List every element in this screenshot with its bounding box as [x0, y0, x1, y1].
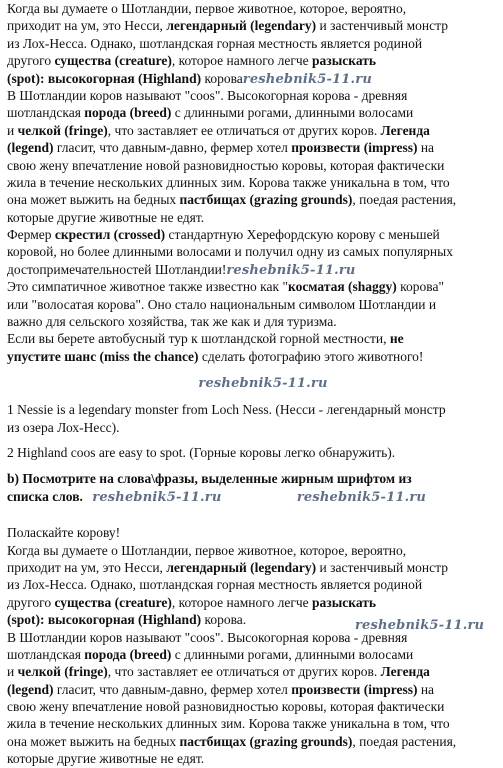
watermark-line	[7, 365, 499, 395]
watermark: reshebnik5-11.ru	[198, 376, 328, 392]
text-run: сделать фотографию этого животного!	[198, 348, 424, 364]
text-run: достопримечательностей Шотландии!	[7, 261, 227, 277]
bold-term: существа (creature)	[54, 594, 172, 610]
bold-term: произвести (impress)	[291, 681, 418, 697]
watermark: reshebnik5-11.ru	[355, 618, 485, 634]
text-run: и застенчивый монстр	[316, 18, 448, 34]
text-run: В Шотландии коров называют "coos". Высокогорная корова - древняя	[7, 87, 408, 103]
text-run: стандартную Херефордскую корову с меньшей	[165, 227, 440, 243]
text-run: корова	[201, 70, 243, 86]
text-line	[7, 330, 499, 347]
text-line	[7, 313, 499, 330]
text-line	[7, 17, 499, 34]
text-run: коровой, но более длинными волосами и получил одну из самых популярных	[7, 244, 453, 260]
text-run: , что заставляет ее отличаться от других коров.	[107, 664, 381, 680]
text-line	[7, 629, 499, 646]
text-line	[7, 87, 499, 104]
text-line	[7, 243, 499, 260]
text-run: Когда вы думаете о Шотландии, первое животное, которое, вероятно,	[7, 1, 407, 16]
bold-term: пастбищах (grazing grounds)	[179, 733, 353, 749]
text-line	[7, 191, 499, 208]
text-run: свою жену впечатление новой разновидностью коровы, которая фактически	[7, 157, 445, 173]
text-run: важно для сельского хозяйства, так же как и для туризма.	[7, 314, 337, 330]
text-run: она может выжить на бедных	[7, 192, 180, 208]
bold-term: (spot): высокогорная (Highland)	[7, 612, 202, 628]
task-heading: b) Посмотрите на слова\фразы, выделенные жирным шрифтом из	[7, 471, 412, 487]
text-run: , что заставляет ее отличаться от других коров.	[107, 122, 381, 138]
text-line	[7, 122, 499, 139]
text-line	[7, 52, 499, 69]
text-line	[7, 611, 499, 634]
text-run: свою жену впечатление новой разновидностью коровы, которая фактически	[7, 699, 445, 715]
text-run: Это симпатичное животное также известно как "	[7, 279, 288, 295]
text-run: шотландская	[7, 646, 85, 662]
text-line	[7, 733, 499, 750]
text-line	[7, 278, 499, 295]
text-line	[7, 35, 499, 52]
text-run: на	[417, 140, 435, 156]
text-run: корова"	[396, 279, 444, 295]
text-run: и	[7, 122, 18, 138]
text-run: на	[417, 681, 435, 697]
text-run: шотландская	[7, 105, 85, 121]
text-run: гласит, что давным-давно, фермер хотел	[53, 140, 292, 156]
text-run: с длинными рогами, длинными волосами	[171, 105, 414, 121]
bold-term: порода (breed)	[84, 105, 172, 121]
text-line	[7, 261, 499, 278]
text-line	[7, 750, 499, 767]
bold-term: скрестил (crossed)	[54, 227, 166, 243]
bold-term: существа (creature)	[54, 53, 172, 69]
text-run: из Лох-Несса. Однако, шотландская горная местность является родиной	[7, 35, 423, 51]
watermark: reshebnik5-11.ru	[296, 489, 427, 505]
bold-term: челкой (fringe)	[17, 664, 108, 680]
text-run: , поедая растения,	[352, 733, 457, 749]
bold-term: не	[389, 331, 404, 347]
text-run: , которое намного легче	[171, 594, 313, 610]
bold-term: (legend)	[7, 681, 54, 697]
bold-term: разыскать	[312, 594, 376, 610]
story-text	[7, 0, 499, 365]
example-2: 2 Highland coos are easy to spot. (Горные коровы легко обнаружить).	[7, 444, 396, 460]
bold-term: пастбищах (grazing grounds)	[179, 192, 353, 208]
bold-term: (legend)	[7, 140, 54, 156]
text-line	[7, 174, 499, 191]
bold-term: легендарный (legendary)	[166, 18, 317, 34]
text-run: В Шотландии коров называют "coos". Высокогорная корова - древняя	[7, 629, 408, 645]
text-line	[7, 139, 499, 156]
text-line	[7, 698, 499, 715]
bold-term: произвести (impress)	[291, 140, 418, 156]
bold-term: порода (breed)	[84, 646, 172, 662]
text-run: и	[7, 664, 18, 680]
text-run: жила в течение нескольких длинных зим. Корова также уникальна в том, что	[7, 174, 450, 190]
story2-text	[7, 542, 499, 768]
text-run: которые другие животные не едят.	[7, 751, 205, 767]
bold-term: упустите шанс (miss the chance)	[7, 348, 199, 364]
text-line	[7, 209, 499, 226]
text-run: из Лох-Несса. Однако, шотландская горная местность является родиной	[7, 577, 423, 593]
text-line	[7, 663, 499, 680]
bold-term: Легенда	[380, 122, 430, 138]
text-run: и застенчивый монстр	[316, 559, 448, 575]
text-run: другого	[7, 53, 55, 69]
watermark: reshebnik5-11.ru	[226, 262, 356, 278]
text-run: или "волосатая корова". Оно стало национальным символом Шотландии и	[7, 296, 437, 312]
document-page	[7, 0, 499, 768]
bold-term: Легенда	[380, 664, 430, 680]
task-heading-end: списка слов.	[7, 488, 83, 504]
text-line	[7, 226, 499, 243]
example-1: 1 Nessie is a legendary monster from Loch Ness. (Несси - легендарный монстр	[7, 402, 446, 418]
text-run: жила в течение нескольких длинных зим. Корова также уникальна в том, что	[7, 716, 450, 732]
text-line	[7, 542, 499, 559]
text-run: Если вы берете автобусный тур к шотландской горной местности,	[7, 331, 390, 347]
bold-term: легендарный (legendary)	[166, 559, 317, 575]
text-run: которые другие животные не едят.	[7, 209, 205, 225]
text-run: , которое намного легче	[171, 53, 313, 69]
text-line	[7, 646, 499, 663]
bold-term: косматая (shaggy)	[287, 279, 397, 295]
watermark: reshebnik5-11.ru	[242, 71, 372, 87]
text-line	[7, 348, 499, 365]
bold-term: челкой (fringe)	[17, 122, 108, 138]
text-line	[7, 681, 499, 698]
text-line	[7, 576, 499, 593]
text-line	[7, 0, 499, 17]
text-run: корова.	[201, 612, 247, 628]
bold-term: разыскать	[312, 53, 376, 69]
text-run: другого	[7, 594, 55, 610]
watermark: reshebnik5-11.ru	[92, 489, 222, 505]
text-run: приходит на ум, это Несси,	[7, 559, 167, 575]
text-line	[7, 104, 499, 121]
text-run: Когда вы думаете о Шотландии, первое животное, которое, вероятно,	[7, 542, 407, 558]
text-run: с длинными рогами, длинными волосами	[171, 646, 414, 662]
text-line	[7, 157, 499, 174]
text-line	[7, 594, 499, 611]
text-run: она может выжить на бедных	[7, 733, 180, 749]
text-run: Фермер	[7, 227, 55, 243]
text-run: приходит на ум, это Несси,	[7, 18, 167, 34]
text-line	[7, 715, 499, 732]
example-1-cont: из озера Лох-Несс).	[7, 419, 120, 435]
text-run: гласит, что давным-давно, фермер хотел	[53, 681, 292, 697]
text-run: , поедая растения,	[352, 192, 457, 208]
task-heading-cont	[7, 488, 499, 505]
bold-term: (spot): высокогорная (Highland)	[7, 70, 202, 86]
text-line	[7, 296, 499, 313]
text-line	[7, 70, 499, 87]
story2-title: Поласкайте корову!	[7, 525, 121, 541]
text-line	[7, 559, 499, 576]
